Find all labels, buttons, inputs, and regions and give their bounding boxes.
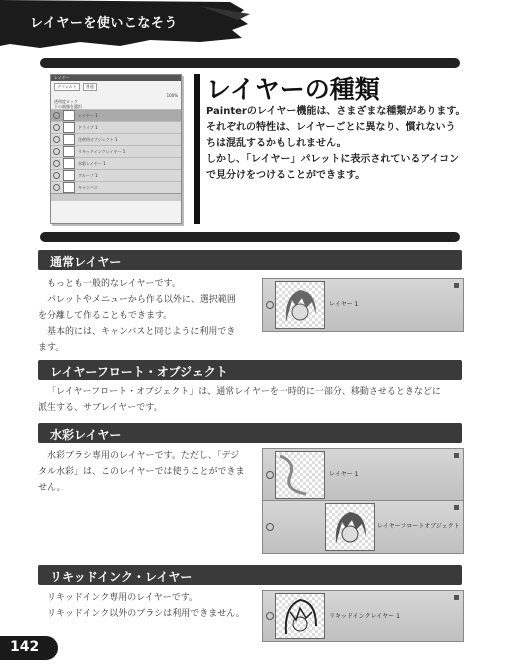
layer-thumbnail: [63, 146, 75, 157]
layer-type-icon: [454, 283, 459, 288]
layer-thumbnail: [63, 134, 75, 145]
section-heading-watercolor: 水彩レイヤー: [38, 423, 462, 443]
eye-icon: [266, 523, 274, 531]
mid-rule: [40, 232, 460, 242]
normal-layer-text: もっとも一般的なレイヤーです。 パレットやメニューから作る以外に、選択範囲 を分離して作ることもできます。 基本的には、キャンバスと同じように利用でき ます。: [38, 279, 236, 353]
layers-palette-screenshot: [50, 74, 182, 224]
float-thumbnail: [325, 503, 375, 551]
blend-select: 普通: [83, 83, 97, 91]
section-heading-normal: 通常レイヤー: [38, 250, 462, 270]
eye-icon: [53, 172, 60, 179]
chapter-title: レイヤーを使いこなそう: [30, 16, 178, 31]
layer-type-icon: [454, 453, 459, 458]
page-number-badge: 142: [0, 636, 58, 660]
palette-layer-row: グループ 1: [51, 169, 181, 181]
eye-icon: [53, 136, 60, 143]
palette-title: レイヤー: [51, 75, 181, 81]
lineart-thumbnail: [275, 593, 325, 639]
layer-thumbnail: [63, 110, 75, 121]
layer-name: レイヤー 1: [329, 471, 359, 478]
eye-icon: [266, 471, 274, 479]
layer-name: レイヤーフロートオブジェクト: [377, 523, 460, 530]
vertical-rule: [194, 74, 200, 224]
intro-text: Painterのレイヤー機能は、さまざまな種類があります。 それぞれの特性は、レイヤーごとに異なり、慣れないう ちは混乱するかもしれません。 しかし、「レイヤー」パレットに表示されているアイコン で見分けをつけることができます。: [206, 106, 466, 181]
page-title: レイヤーの種類: [206, 75, 380, 104]
watercolor-layer-strip: [262, 448, 464, 502]
liquid-layer-strip: [262, 590, 464, 642]
palette-footer: [51, 193, 181, 201]
float-object-text: 「レイヤーフロート・オブジェクト」は、通常レイヤーを一時的に一部分、移動させるときなどに 派生する、サブレイヤーです。: [38, 387, 441, 413]
layer-thumbnail: [63, 122, 75, 133]
layer-name: リキッドインクレイヤー 1: [329, 613, 400, 620]
palette-layer-row: ドライブ 1: [51, 121, 181, 133]
eye-icon: [53, 148, 60, 155]
eye-icon: [266, 612, 274, 620]
pick-option: 下の画像を選択: [54, 104, 82, 109]
top-rule: [40, 58, 460, 68]
watercolor-text: 水彩ブラシ専用のレイヤーです。ただし、「デジ タル水彩」は、このレイヤーでは使うことができま せん。: [38, 451, 245, 493]
character-thumbnail: [275, 281, 325, 329]
float-object-strip: [262, 500, 464, 554]
eye-icon: [53, 160, 60, 167]
normal-layer-strip: [262, 278, 464, 332]
palette-layer-row: 注釈用オブジェクト 1: [51, 133, 181, 145]
composite-select: デフォルト: [54, 83, 80, 91]
lock-option: 透明度ロック: [54, 99, 78, 104]
palette-layer-row: 水彩レイヤー 1: [51, 157, 181, 169]
liquid-ink-text: リキッドインク専用のレイヤーです。 リキッドインク以外のブラシは利用できません。: [47, 593, 245, 619]
section-heading-liquid: リキッドインク・レイヤー: [38, 565, 462, 585]
opacity-value: 100%: [166, 93, 178, 98]
star-icon: [454, 505, 459, 510]
palette-controls: [51, 81, 181, 93]
eye-icon: [266, 301, 274, 309]
palette-layer-row: レイヤー 1: [51, 109, 181, 121]
eye-icon: [53, 124, 60, 131]
palette-layer-row: キャンバス: [51, 181, 181, 193]
palette-layer-row: リキッドインクレイヤー 1: [51, 145, 181, 157]
layer-thumbnail: [63, 158, 75, 169]
layer-thumbnail: [63, 170, 75, 181]
droplet-icon: [454, 595, 459, 600]
layer-thumbnail: [63, 182, 75, 193]
eye-icon: [53, 112, 60, 119]
section-heading-float: レイヤーフロート・オブジェクト: [38, 360, 462, 380]
layer-name: レイヤー 1: [329, 301, 359, 308]
eye-icon: [53, 184, 60, 191]
watercolor-thumbnail: [275, 451, 325, 499]
